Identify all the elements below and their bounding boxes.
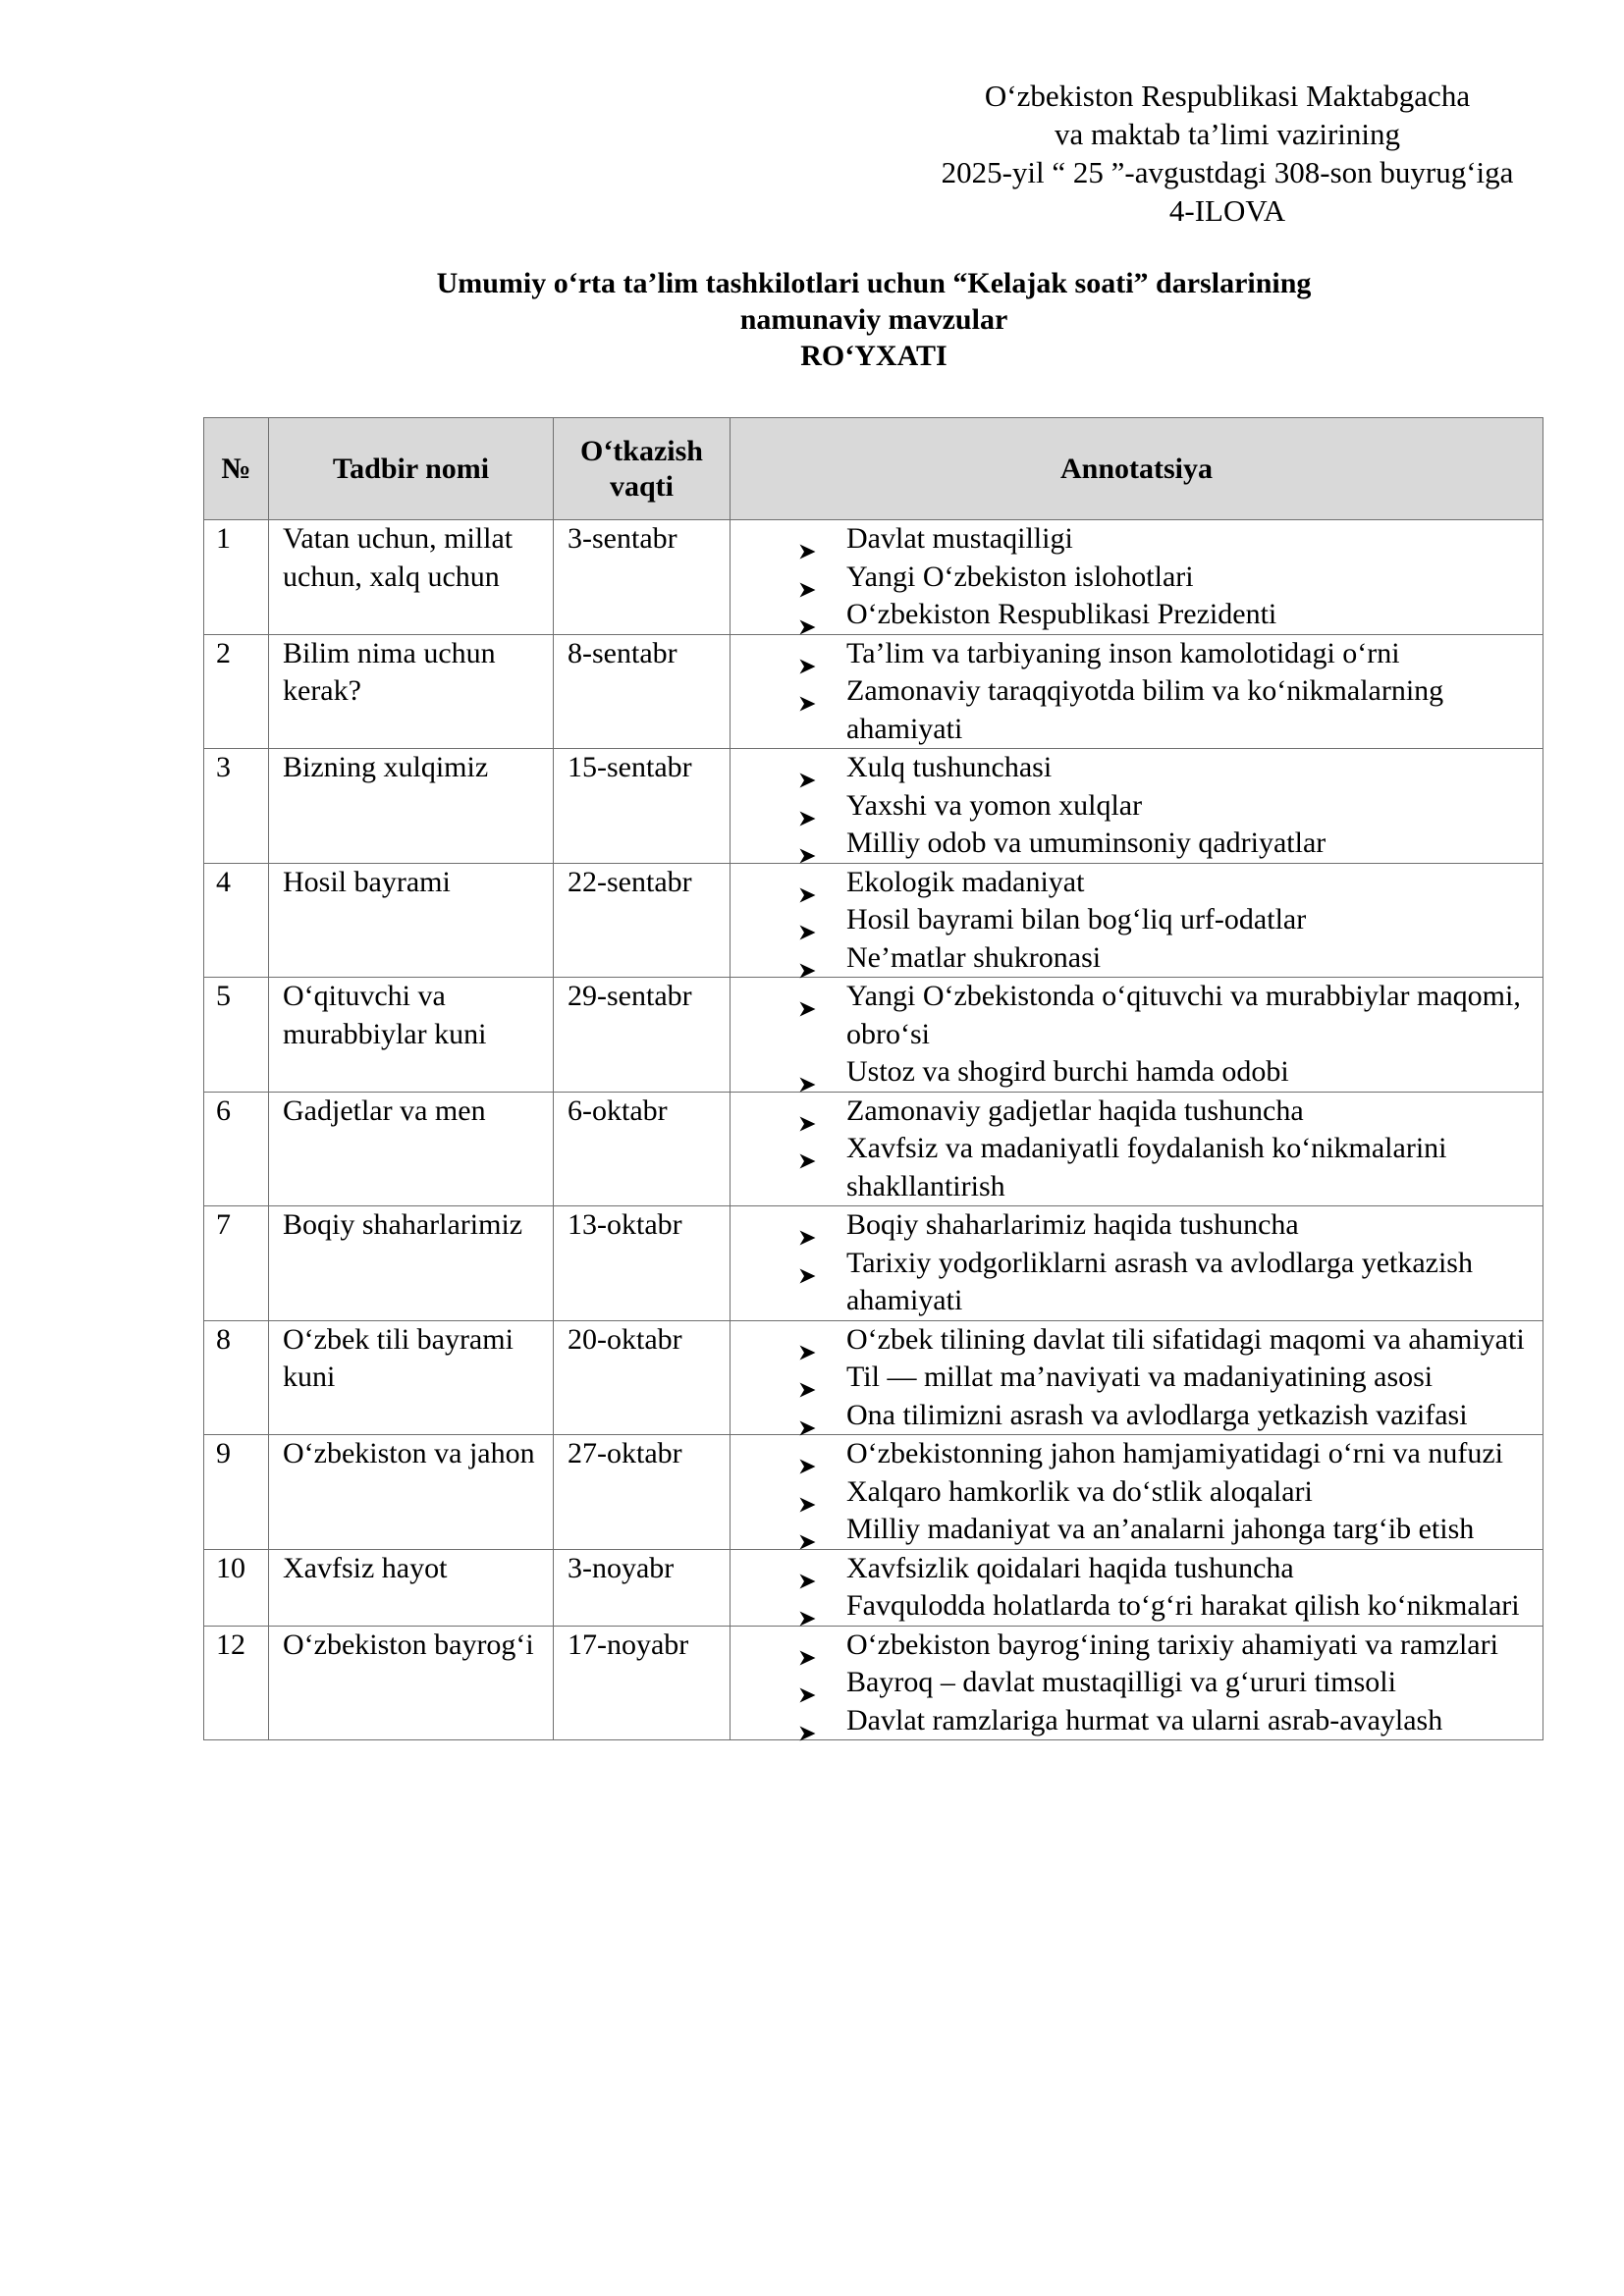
- event-name: Bilim nima uchun kerak?: [269, 634, 554, 749]
- annotation-cell: [731, 1626, 1543, 1740]
- annotation-text: Ne’matlar shukronasi: [846, 940, 1102, 974]
- arrow-bullet-icon: [799, 1485, 816, 1501]
- topics-table: [203, 417, 1543, 1740]
- table-row: [204, 749, 1543, 864]
- arrow-bullet-icon: [799, 1562, 816, 1577]
- row-number: 10: [204, 1549, 269, 1626]
- event-name: O‘zbekiston va jahon: [269, 1435, 554, 1550]
- event-name: Vatan uchun, millat uchun, xalq uchun: [269, 520, 554, 635]
- annotation-cell: [731, 634, 1543, 749]
- event-name: Gadjetlar va men: [269, 1092, 554, 1206]
- annotation-text: Xavfsiz va madaniyatli foydalanish ko‘nikmalarini shakllantirish: [846, 1132, 1447, 1202]
- event-date: 27-oktabr: [554, 1435, 731, 1550]
- annotation-list: [744, 1321, 1537, 1435]
- annotation-item: [846, 1397, 1537, 1435]
- annotation-cell: [731, 1435, 1543, 1550]
- arrow-bullet-icon: [799, 1638, 816, 1654]
- table-body: [204, 520, 1543, 1740]
- event-name: Boqiy shaharlarimiz: [269, 1206, 554, 1321]
- annotation-item: [846, 787, 1537, 826]
- annotation-text: Milliy odob va umuminsoniy qadriyatlar: [846, 827, 1326, 859]
- annotation-text: Ustoz va shogird burchi hamda odobi: [846, 1055, 1289, 1088]
- event-date: 3-sentabr: [554, 520, 731, 635]
- annotation-cell: [731, 1092, 1543, 1206]
- arrow-bullet-icon: [799, 1714, 816, 1730]
- table-header-row: [204, 418, 1543, 520]
- title-line-1: Umumiy o‘rta ta’lim tashkilotlari uchun “Kelajak soati” darslarining: [436, 267, 1312, 299]
- annotation-list: [744, 1435, 1537, 1549]
- annotation-cell: [731, 520, 1543, 635]
- arrow-bullet-icon: [799, 836, 816, 852]
- row-number: 9: [204, 1435, 269, 1550]
- annotation-list: [744, 520, 1537, 634]
- annotation-item: [846, 1511, 1537, 1549]
- annotation-cell: [731, 749, 1543, 864]
- event-date: 3-noyabr: [554, 1549, 731, 1626]
- event-date: 22-sentabr: [554, 863, 731, 978]
- annotation-text: Davlat mustaqilligi: [846, 522, 1073, 555]
- annotation-text: Yangi O‘zbekistonda o‘qituvchi va murabbiylar maqomi, obro‘si: [846, 980, 1521, 1050]
- annotation-text: Til — millat ma’naviyati va madaniyatining asosi: [846, 1361, 1434, 1393]
- arrow-bullet-icon: [799, 1447, 816, 1463]
- annotation-item: [846, 1245, 1537, 1320]
- event-date: 20-oktabr: [554, 1320, 731, 1435]
- arrow-bullet-icon: [799, 1142, 816, 1157]
- arrow-bullet-icon: [799, 1409, 816, 1424]
- arrow-bullet-icon: [799, 989, 816, 1005]
- annotation-item: [846, 1093, 1537, 1131]
- arrow-bullet-icon: [799, 1218, 816, 1234]
- approval-line-3: 2025-yil “ 25 ”-avgustdagi 308-son buyrug‘iga: [941, 155, 1514, 189]
- arrow-bullet-icon: [799, 1333, 816, 1349]
- annotation-text: Favqulodda holatlarda to‘g‘ri harakat qilish ko‘nikmalari: [846, 1589, 1520, 1622]
- arrow-bullet-icon: [799, 684, 816, 700]
- annotation-text: Zamonaviy taraqqiyotda bilim va ko‘nikmalarning ahamiyati: [846, 674, 1444, 745]
- table-row: [204, 1435, 1543, 1550]
- event-date: 17-noyabr: [554, 1626, 731, 1740]
- event-name: O‘zbekiston bayrog‘i: [269, 1626, 554, 1740]
- arrow-bullet-icon: [799, 1676, 816, 1691]
- annotation-item: [846, 864, 1537, 902]
- table-row: [204, 863, 1543, 978]
- event-name: Hosil bayrami: [269, 863, 554, 978]
- title-line-2: namunaviy mavzular: [739, 303, 1008, 336]
- annotation-text: O‘zbekiston bayrog‘ining tarixiy ahamiyati va ramzlari: [846, 1628, 1498, 1661]
- annotation-item: [846, 596, 1537, 634]
- approval-stamp: [864, 77, 1591, 230]
- annotation-text: O‘zbekiston Respublikasi Prezidenti: [846, 598, 1277, 630]
- table-row: [204, 978, 1543, 1093]
- annotation-list: [744, 1093, 1537, 1206]
- annotation-text: Ona tilimizni asrash va avlodlarga yetkazish vazifasi: [846, 1398, 1468, 1431]
- annotation-text: Tarixiy yodgorliklarni asrash va avlodlarga yetkazish ahamiyati: [846, 1246, 1473, 1316]
- annotation-text: Zamonaviy gadjetlar haqida tushuncha: [846, 1094, 1304, 1127]
- annotation-cell: [731, 1549, 1543, 1626]
- annotation-item: [846, 1435, 1537, 1473]
- table-row: [204, 520, 1543, 635]
- arrow-bullet-icon: [799, 608, 816, 623]
- annotation-item: [846, 635, 1537, 673]
- arrow-bullet-icon: [799, 951, 816, 967]
- annotation-list: [744, 1550, 1537, 1626]
- annotation-item: [846, 520, 1537, 559]
- annotation-item: [846, 1130, 1537, 1205]
- annotation-text: Yaxshi va yomon xulqlar: [846, 788, 1143, 822]
- arrow-bullet-icon: [799, 1256, 816, 1272]
- annotation-text: Xalqaro hamkorlik va do‘stlik aloqalari: [846, 1474, 1313, 1508]
- table-row: [204, 1206, 1543, 1321]
- row-number: 1: [204, 520, 269, 635]
- annotation-item: [846, 1473, 1537, 1512]
- header-date: O‘tkazish vaqti: [554, 418, 731, 520]
- approval-line-2: va maktab ta’limi vazirining: [1054, 117, 1401, 151]
- arrow-bullet-icon: [799, 799, 816, 815]
- event-date: 29-sentabr: [554, 978, 731, 1093]
- arrow-bullet-icon: [799, 1599, 816, 1615]
- annotation-cell: [731, 1320, 1543, 1435]
- annotation-item: [846, 1053, 1537, 1092]
- annotation-item: [846, 749, 1537, 787]
- annotation-cell: [731, 978, 1543, 1093]
- annotation-list: [744, 635, 1537, 749]
- annotation-list: [744, 978, 1537, 1092]
- annotation-text: Hosil bayrami bilan bog‘liq urf-odatlar: [846, 903, 1307, 935]
- event-date: 13-oktabr: [554, 1206, 731, 1321]
- annotation-text: Ekologik madaniyat: [846, 865, 1085, 898]
- annotation-item: [846, 939, 1537, 978]
- annotation-item: [846, 1664, 1537, 1702]
- header-num: №: [204, 418, 269, 520]
- row-number: 7: [204, 1206, 269, 1321]
- annotation-item: [846, 1206, 1537, 1245]
- document-title: [187, 265, 1561, 374]
- arrow-bullet-icon: [799, 1370, 816, 1386]
- event-date: 15-sentabr: [554, 749, 731, 864]
- event-date: 6-oktabr: [554, 1092, 731, 1206]
- row-number: 8: [204, 1320, 269, 1435]
- event-date: 8-sentabr: [554, 634, 731, 749]
- arrow-bullet-icon: [799, 761, 816, 776]
- table-row: [204, 1320, 1543, 1435]
- table-row: [204, 1549, 1543, 1626]
- annotation-text: Yangi O‘zbekiston islohotlari: [846, 560, 1194, 593]
- annotation-item: [846, 825, 1537, 863]
- annotation-item: [846, 1627, 1537, 1665]
- annotation-item: [846, 672, 1537, 748]
- annotation-cell: [731, 863, 1543, 978]
- header-name: Tadbir nomi: [269, 418, 554, 520]
- annotation-list: [744, 864, 1537, 978]
- arrow-bullet-icon: [799, 1065, 816, 1081]
- annotation-list: [744, 749, 1537, 863]
- annotation-text: Davlat ramzlariga hurmat va ularni asrab-avaylash: [846, 1703, 1443, 1736]
- row-number: 12: [204, 1626, 269, 1740]
- annotation-text: O‘zbekistonning jahon hamjamiyatidagi o‘rni va nufuzi: [846, 1437, 1503, 1469]
- header-annotation: Annotatsiya: [731, 418, 1543, 520]
- arrow-bullet-icon: [799, 570, 816, 586]
- annotation-text: Bayroq – davlat mustaqilligi va g‘ururi timsoli: [846, 1666, 1396, 1698]
- annotation-item: [846, 901, 1537, 939]
- annotation-list: [744, 1206, 1537, 1320]
- arrow-bullet-icon: [799, 532, 816, 548]
- annotation-text: Xulq tushunchasi: [846, 751, 1053, 783]
- arrow-bullet-icon: [799, 1104, 816, 1120]
- annotation-item: [846, 978, 1537, 1053]
- event-name: O‘zbek tili bayrami kuni: [269, 1320, 554, 1435]
- event-name: Xavfsiz hayot: [269, 1549, 554, 1626]
- table-row: [204, 634, 1543, 749]
- annotation-text: Xavfsizlik qoidalari haqida tushuncha: [846, 1551, 1294, 1584]
- annotation-text: Milliy madaniyat va an’analarni jahonga targ‘ib etish: [846, 1513, 1475, 1545]
- approval-line-4: 4-ILOVA: [1168, 193, 1286, 228]
- annotation-text: O‘zbek tilining davlat tili sifatidagi maqomi va ahamiyati: [846, 1322, 1525, 1356]
- row-number: 5: [204, 978, 269, 1093]
- annotation-item: [846, 1359, 1537, 1397]
- row-number: 2: [204, 634, 269, 749]
- row-number: 6: [204, 1092, 269, 1206]
- annotation-cell: [731, 1206, 1543, 1321]
- arrow-bullet-icon: [799, 1522, 816, 1538]
- row-number: 4: [204, 863, 269, 978]
- annotation-item: [846, 1321, 1537, 1360]
- table-row: [204, 1092, 1543, 1206]
- row-number: 3: [204, 749, 269, 864]
- approval-line-1: O‘zbekiston Respublikasi Maktabgacha: [984, 79, 1471, 113]
- annotation-item: [846, 1550, 1537, 1588]
- annotation-text: Ta’lim va tarbiyaning inson kamolotidagi o‘rni: [846, 636, 1400, 669]
- annotation-item: [846, 1587, 1537, 1626]
- arrow-bullet-icon: [799, 913, 816, 929]
- annotation-text: Boqiy shaharlarimiz haqida tushuncha: [846, 1208, 1299, 1241]
- arrow-bullet-icon: [799, 647, 816, 663]
- table-row: [204, 1626, 1543, 1740]
- title-line-3: RO‘YXATI: [800, 340, 947, 372]
- annotation-list: [744, 1627, 1537, 1740]
- annotation-item: [846, 559, 1537, 597]
- event-name: Bizning xulqimiz: [269, 749, 554, 864]
- annotation-item: [846, 1702, 1537, 1740]
- arrow-bullet-icon: [799, 876, 816, 891]
- event-name: O‘qituvchi va murabbiylar kuni: [269, 978, 554, 1093]
